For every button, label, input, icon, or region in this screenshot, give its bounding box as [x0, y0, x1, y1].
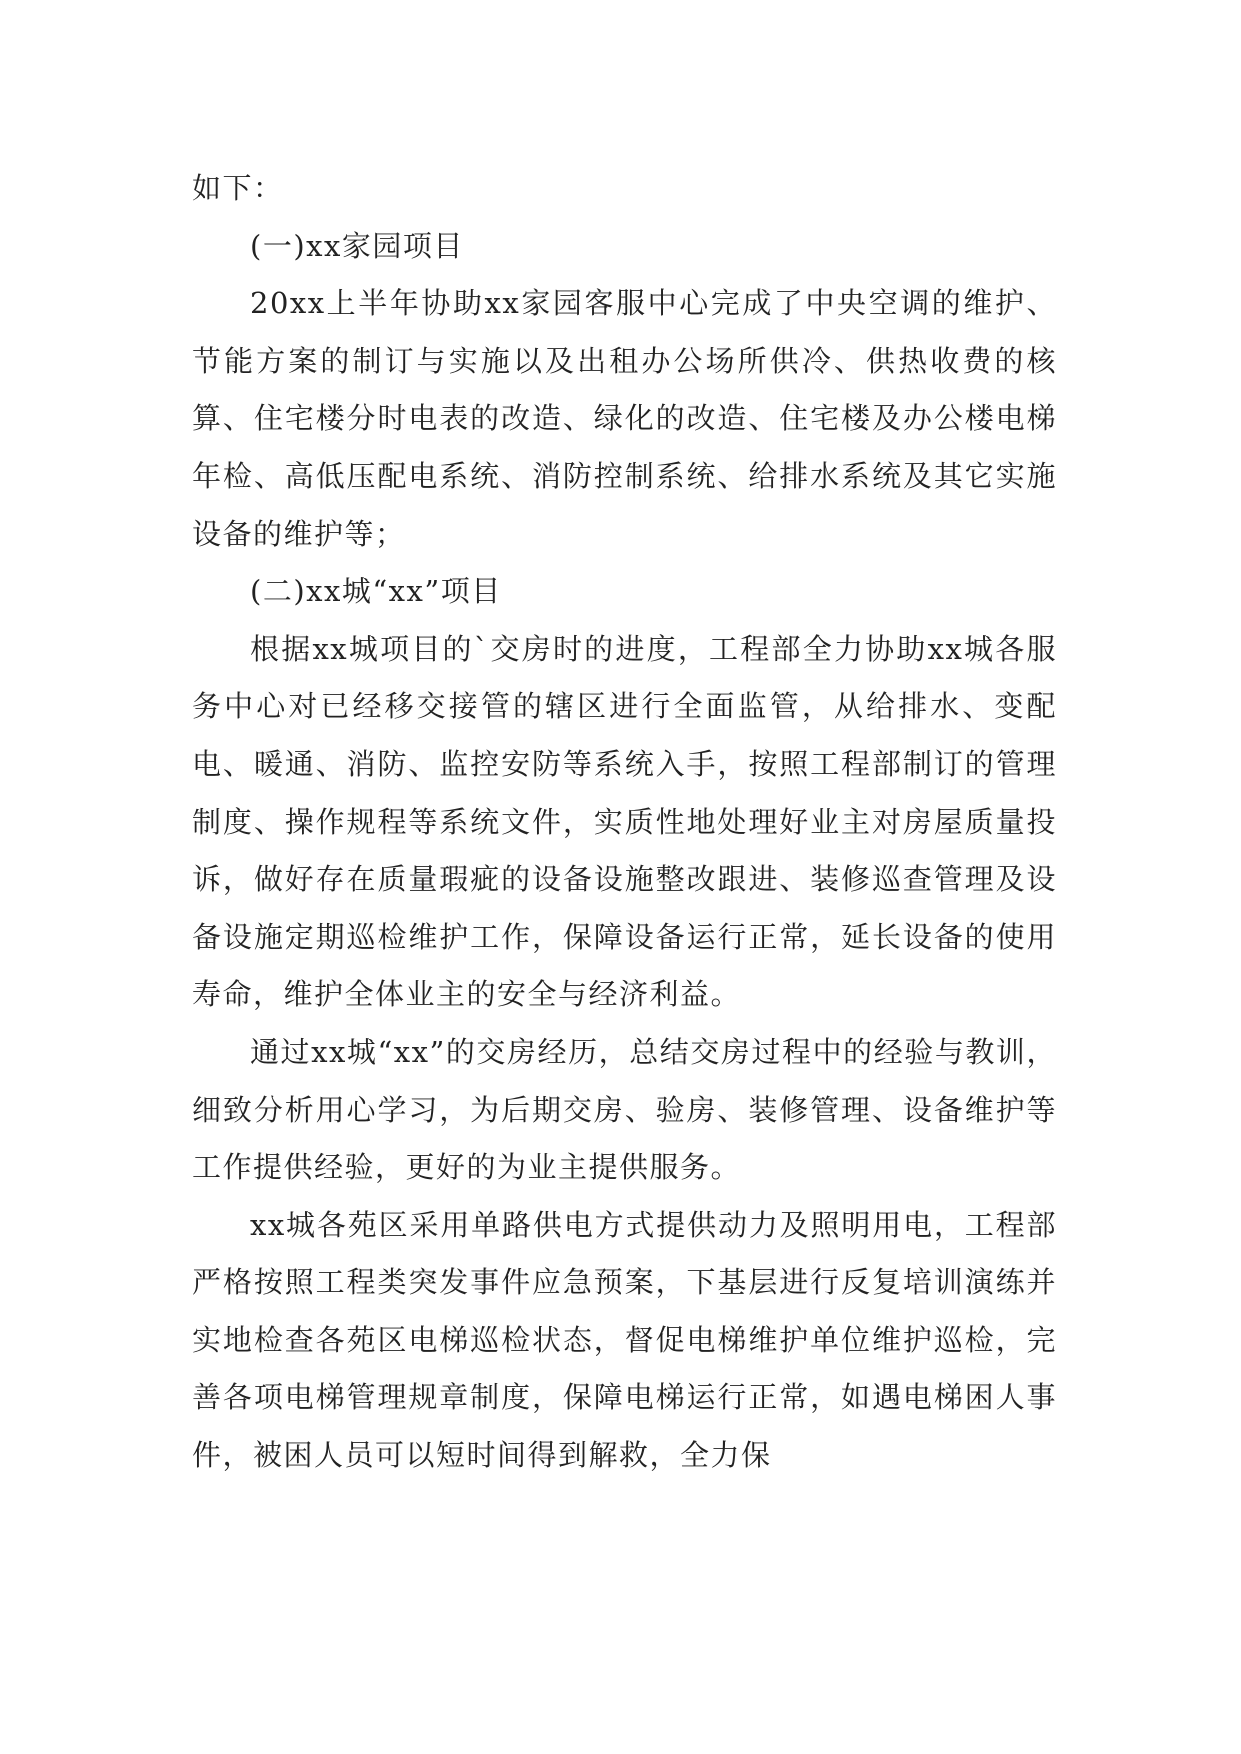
paragraph-4: xx城各苑区采用单路供电方式提供动力及照明用电，工程部严格按照工程类突发事件应急预案，下基层进行反复培训演练并实地检查各苑区电梯巡检状态，督促电梯维护单位维护巡检，完善各项电梯管理规章制度，保障电梯运行正常，如遇电梯困人事件，被困人员可以短时间得到解救，全力保	[192, 1207, 1057, 1473]
document-body	[192, 160, 1057, 1485]
paragraph-2: 根据xx城项目的`交房时的进度，工程部全力协助xx城各服务中心对已经移交接管的辖区进行全面监管，从给排水、变配电、暖通、消防、监控安防等系统入手，按照工程部制订的管理制度、操作规程等系统文件，实质性地处理好业主对房屋质量投诉，做好存在质量瑕疵的设备设施整改跟进、装修巡查管理及设备设施定期巡检维护工作，保障设备运行正常，延长设备的使用寿命，维护全体业主的安全与经济利益。	[192, 631, 1057, 1012]
section-heading-2: (二)xx城“xx”项目	[250, 574, 502, 609]
paragraph-3: 通过xx城“xx”的交房经历，总结交房过程中的经验与教训，细致分析用心学习，为后期交房、验房、装修管理、设备维护等工作提供经验，更好的为业主提供服务。	[192, 1034, 1057, 1185]
paragraph-1: 20xx上半年协助xx家园客服中心完成了中央空调的维护、节能方案的制订与实施以及出租办公场所供冷、供热收费的核算、住宅楼分时电表的改造、绿化的改造、住宅楼及办公楼电梯年检、高低压配电系统、消防控制系统、给排水系统及其它实施设备的维护等；	[192, 286, 1057, 551]
section-heading-1: (一)xx家园项目	[250, 228, 464, 263]
paragraph-intro: 如下：	[192, 171, 284, 205]
